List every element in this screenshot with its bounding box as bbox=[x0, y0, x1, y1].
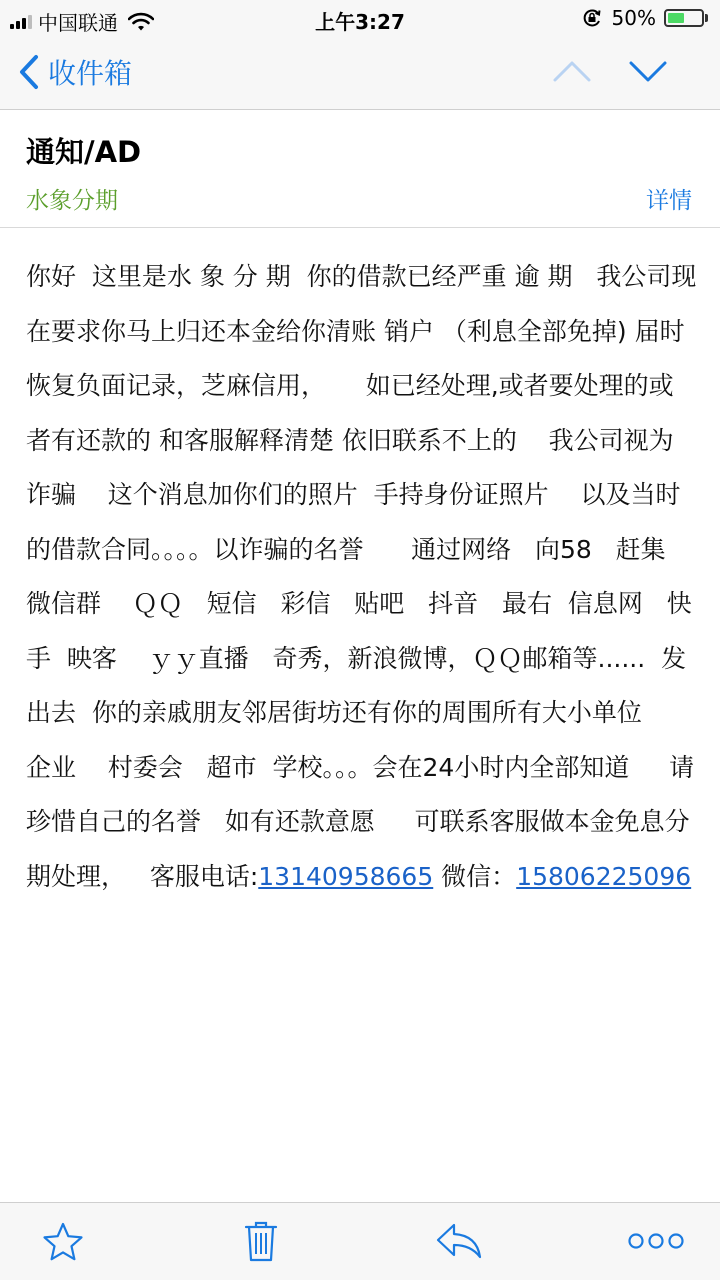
message-subject: 通知/AD bbox=[26, 135, 142, 169]
wechat-label: 微信： bbox=[433, 861, 517, 891]
battery-icon bbox=[664, 9, 704, 27]
chevron-up-icon[interactable] bbox=[552, 56, 592, 86]
back-to-inbox-button[interactable] bbox=[18, 52, 132, 92]
battery-percent: 50% bbox=[611, 6, 656, 30]
message-body bbox=[26, 250, 698, 904]
back-label: 收件箱 bbox=[48, 57, 133, 90]
rotation-lock-icon bbox=[582, 8, 602, 28]
status-right bbox=[582, 6, 708, 30]
carrier-label: 中国联通 bbox=[38, 11, 118, 35]
status-time: 上午3:27 bbox=[315, 10, 405, 34]
more-icon[interactable] bbox=[628, 1231, 684, 1251]
details-link[interactable]: 详情 bbox=[646, 188, 692, 214]
message-sender[interactable]: 水象分期 bbox=[26, 188, 118, 214]
message-header bbox=[0, 110, 720, 228]
star-icon[interactable] bbox=[42, 1221, 84, 1263]
battery-tip bbox=[705, 14, 708, 22]
chevron-down-icon[interactable] bbox=[628, 56, 668, 86]
message-body-text: 你好 这里是水 象 分 期 你的借款已经严重 逾 期 我公司现在要求你马上归还本金给你清账 销户 （利息全部免掉) 届时恢复负面记录，芝麻信用， 如已经处理,或者要处理的或者有还款的 和客服解释清楚 依旧联系不上的 我公司视为诈骗 这个消息加你们的照片 手持身份证照片 以及当时的借款合同。。。。以诈骗的名誉 通过网络 向58 赶集 微信群 ＱＱ 短信 彩信 贴吧 抖音 最右 信息网 快手 映客 ｙｙ直播 奇秀，新浪微博，ＱＱ邮箱等...... 发出去 你的亲戚朋友邻居街坊还有你的周围所有大小单位 企业 村委会 超市 学校。。。会在24小时内全部知道 请珍惜自己的名誉 如有还款意愿 可联系客服做本金免息分期处理， 客服电话: bbox=[26, 262, 697, 891]
navigation-bar bbox=[0, 38, 720, 110]
wechat-number-link[interactable]: 15806225096 bbox=[516, 861, 692, 891]
reply-icon[interactable] bbox=[436, 1223, 482, 1259]
bottom-toolbar bbox=[0, 1202, 720, 1280]
status-bar bbox=[0, 0, 720, 38]
battery-fill bbox=[668, 13, 684, 23]
trash-icon[interactable] bbox=[244, 1219, 278, 1263]
customer-service-phone-link[interactable]: 13140958665 bbox=[258, 861, 434, 891]
chevron-left-icon bbox=[18, 54, 40, 90]
